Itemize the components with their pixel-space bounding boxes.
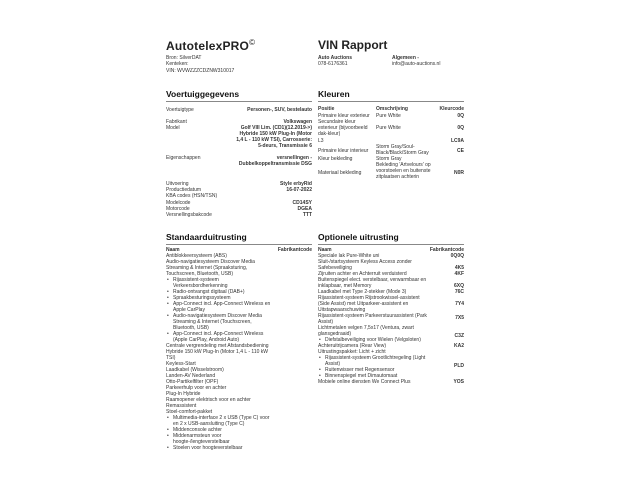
option-code: 0Q0Q xyxy=(450,253,464,259)
colors-heading: Kleuren xyxy=(318,89,350,99)
list-item: • Spraakbesturingssysteem xyxy=(166,295,274,301)
option-code: C3Z xyxy=(454,333,464,339)
vehicle-row: Productiedatum 16-07-2022 xyxy=(166,187,312,193)
divider xyxy=(318,101,464,102)
color-row: Primaire kleur interieur Storm Gray/Soul-Black/Black/Storm Gray CE xyxy=(318,144,464,156)
general-contact xyxy=(392,55,482,68)
divider xyxy=(166,101,312,102)
source-info xyxy=(166,55,306,74)
dealer-name: Auto Auctions xyxy=(318,55,352,61)
optional-header-row: Naam Fabrikantcode xyxy=(318,247,464,253)
dealer-phone: 078-6176361 xyxy=(318,61,348,68)
list-item: Parkeerhulp voor en achter xyxy=(166,385,227,391)
brand-logo: AutotelexPRO© xyxy=(166,38,256,53)
standard-header-row: Naam Fabrikantcode xyxy=(166,247,312,253)
general-email[interactable]: info@auto-auctions.nl xyxy=(392,61,441,68)
page-title: VIN Rapport xyxy=(318,38,388,52)
table-row xyxy=(318,259,464,271)
vehicle-heading: Voertuiggegevens xyxy=(166,89,240,99)
vin-line: VIN: WVWZZZCDZNW310017 xyxy=(166,67,235,74)
divider xyxy=(318,244,464,245)
divider xyxy=(166,244,312,245)
option-code: 7X5 xyxy=(455,315,464,321)
option-code: 76C xyxy=(454,289,464,295)
list-item: Antiblokkeersysteem (ABS) xyxy=(166,253,227,259)
list-item: • Rijassistent-systeem Verkeersbordherkenning xyxy=(166,277,274,289)
list-item: Rijassistent-systeem Parkeerstuurassistent (Park Assist) xyxy=(318,313,427,325)
list-item: • Radio-ontvangst digitaal (DAB+) xyxy=(166,289,274,295)
vehicle-row: Voertuigtype Personen-, SUV, bestelauto xyxy=(166,107,312,113)
option-code: 6XQ xyxy=(453,283,464,289)
vehicle-row: Fabrikant Volkswagen xyxy=(166,119,312,125)
list-item: Uitrustingspakket: Licht + zicht xyxy=(318,349,386,355)
vehicle-row: Motorcode DGEA xyxy=(166,206,312,212)
color-row: Primaire kleur exterieur Pure White 0Q xyxy=(318,113,464,119)
list-item: Laadkabel met Type 2-stekker (Mode 3) xyxy=(318,289,407,295)
option-code: 7Y4 xyxy=(455,301,464,307)
list-item: • Stoelen voor hoogteverstelbaar xyxy=(166,445,274,451)
list-item: Keyless-Start xyxy=(166,361,196,367)
dealer-contact xyxy=(318,55,378,68)
list-item: Achteruitrijcamera (Rear View) xyxy=(318,343,386,349)
list-item: Otto-Partikelfilter (OPF) xyxy=(166,379,219,385)
table-row xyxy=(318,313,464,325)
list-item: • Middenarmsteun voor hoogte-/lengteverstelbaar xyxy=(166,433,274,445)
list-item: Raamopener elektrisch voor en achter xyxy=(166,397,251,403)
option-code: KA2 xyxy=(453,343,464,349)
list-item: Remassistent xyxy=(166,403,197,409)
vehicle-row: KBA codes (HSN/TSN) xyxy=(166,193,218,199)
list-item: Speciale lak Pure-White uni xyxy=(318,253,380,259)
list-item: Sluit-/startsysteem Keyless Access zonder Safebeveiliging xyxy=(318,259,412,271)
color-row: Materiaal bekleding Bekleding 'Artvelours' op voorstoelen en buitenste zitplaatsen achterin N0R xyxy=(318,162,464,180)
plate-line: Kenteken: xyxy=(166,61,189,68)
vehicle-row: Eigenschappen versnellingen - Dubbelkoppeltransmissie DSG xyxy=(166,155,312,167)
table-row xyxy=(318,349,464,379)
table-row xyxy=(318,325,464,343)
vehicle-row: Model Golf VIII Lim. (CD1)(12.2019->) Hybride 150 kW Plug-In (Motor 1,4 L - 110 kW TSI), Carrosserie: 5-deurs, Transmissie 6 xyxy=(166,125,312,149)
color-row: Kleur bekleding Storm Gray xyxy=(318,156,402,162)
list-item: • App-Connect incl. App-Connect Wireless (Apple CarPlay, Android Auto) xyxy=(166,331,274,343)
list-item: • App-Connect incl. App-Connect Wireless en Apple CarPlay xyxy=(166,301,274,313)
list-item: Zijruiten achter en Achterruit verduisterd xyxy=(318,271,407,277)
standard-heading: Standaarduitrusting xyxy=(166,232,247,242)
optional-list xyxy=(318,253,464,385)
list-item: Buitenspiegel elect. verstelbaar, verwarmbaar en inklapbaar, met Memory xyxy=(318,277,427,289)
option-code: PLD xyxy=(454,363,464,369)
color-row: Secundaire kleur exterieur (bijvoorbeeld dak-kleur) Pure White 0Q xyxy=(318,119,464,137)
color-row: L3 LC9A xyxy=(318,138,464,144)
list-item: Plug-In Hybride xyxy=(166,391,201,397)
optional-heading: Optionele uitrusting xyxy=(318,232,399,242)
table-row xyxy=(318,295,464,313)
list-item: Laadkabel (Wisselstroom) xyxy=(166,367,224,373)
list-item: • Ruitenwisser met Regensensor xyxy=(318,367,430,373)
vehicle-row: Versnellingsbakcode TTT xyxy=(166,212,312,218)
list-item: Audio-navigatiesysteem Discover Media Streaming & Internet (Spraaksturing, Touchscreen, Bluetooth, USB) xyxy=(166,259,255,277)
list-item: • Diefstalbeveiliging voor Wielen (Velgsloten) xyxy=(318,337,430,343)
source-line: Bron: SilverDAT xyxy=(166,55,202,61)
standard-list xyxy=(166,253,274,451)
list-item: Rijassistent-systeem Rijstrookwissel-assistent (Side Assist) met Uitparkeer-assistent en Uitstapwaarschuwing xyxy=(318,295,420,313)
option-code: 4K5 xyxy=(454,265,464,271)
list-item: Landen-AV Nederland xyxy=(166,373,216,379)
table-row xyxy=(318,379,464,385)
list-item: Stoel-comfort-pakket xyxy=(166,409,213,415)
general-label: Algemeen - xyxy=(392,55,419,61)
list-item: • Rijassistent-systeem Grootlichtregeling (Light Assist) xyxy=(318,355,430,367)
list-item: Lichtmetalen velgen 7,5x17 (Ventura, zwart glansgedraaid) xyxy=(318,325,414,337)
option-code: 4KF xyxy=(454,271,464,277)
vehicle-row: Modelcode CD14SY xyxy=(166,200,312,206)
colors-header-row: Positie Omschrijving Kleurcode xyxy=(318,106,464,112)
list-item: • Binnenspiegel met Dimautomaat xyxy=(318,373,430,379)
list-item: • Multimedia-interface 2 x USB (Type C) voor en 2 x USB-aansluiting (Type C) xyxy=(166,415,274,427)
table-row xyxy=(318,277,464,289)
list-item: • Middenconsole achter xyxy=(166,427,274,433)
list-item: Mobiele online diensten We Connect Plus xyxy=(318,379,411,385)
option-code: YOS xyxy=(453,379,464,385)
vehicle-row: Uitvoering Style erbyRid xyxy=(166,181,312,187)
list-item: • Audio-navigatiesysteem Discover Media Streaming & Internet (Touchscreen, Bluetooth, USB) xyxy=(166,313,274,331)
list-item: Hybride 150 kW Plug-In (Motor 1,4 L - 110 kW TSI) xyxy=(166,349,268,361)
list-item: Centrale vergrendeling met Afstandsbediening xyxy=(166,343,269,349)
